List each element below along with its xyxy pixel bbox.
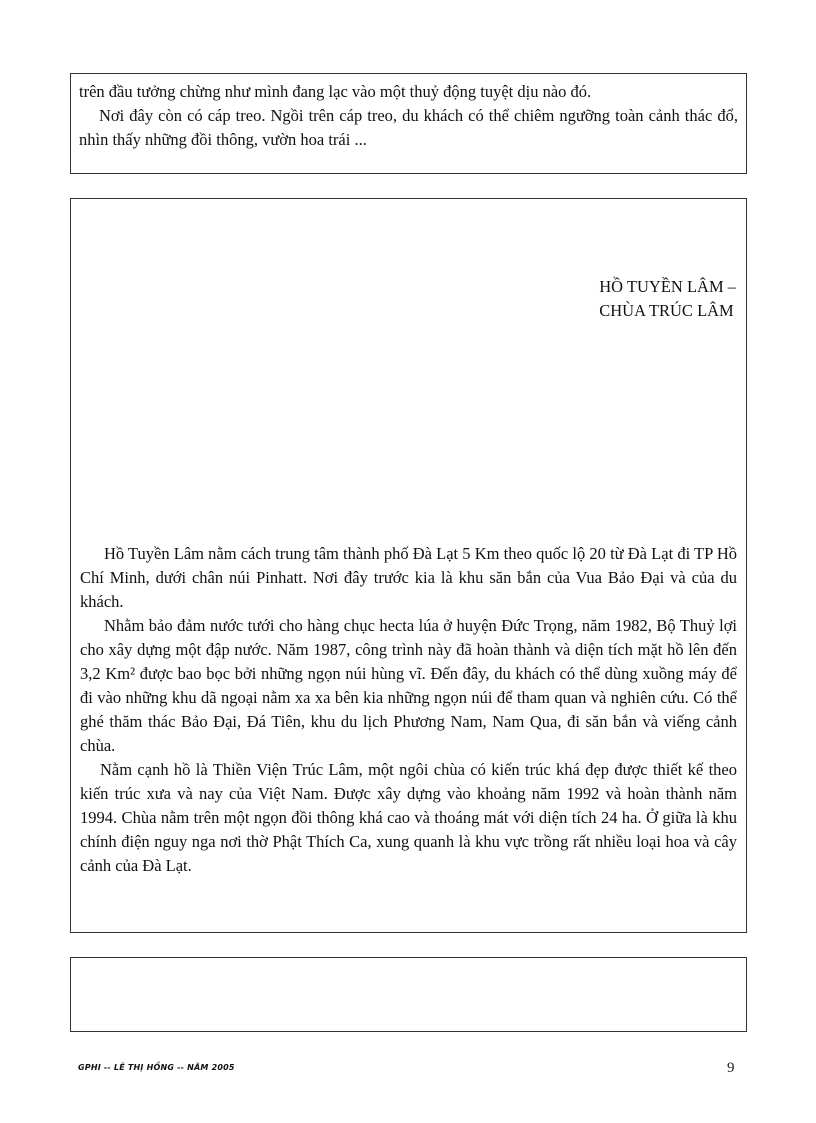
main-article-box: [70, 198, 747, 933]
top-text-box: [70, 73, 747, 174]
top-box-line: trên đầu tưởng chừng như mình đang lạc vào một thuỷ động tuyệt dịu nào đó.: [79, 82, 592, 101]
article-title-line-2: CHÙA TRÚC LÂM: [599, 301, 734, 320]
page-number: 9: [727, 1060, 735, 1076]
article-paragraph-1: Hồ Tuyền Lâm nằm cách trung tâm thành phố Đà Lạt 5 Km theo quốc lộ 20 từ Đà Lạt đi TP Hồ Chí Minh, dưới chân núi Pinhatt. Nơi đây trước kia là khu săn bắn của Vua Bảo Đại và của du khách.: [80, 544, 737, 611]
article-paragraph-2: Nhằm bảo đảm nước tưới cho hàng chục hecta lúa ở huyện Đức Trọng, năm 1982, Bộ Thuỷ lợi cho xây dựng một đập nước. Năm 1987, công trình này đã hoàn thành và diện tích mặt hồ lên đến 3,2 Km² được bao bọc bởi những ngọn núi hùng vĩ. Đến đây, du khách có thể dùng xuồng máy để đi vào những khu dã ngoại nằm xa xa bên kia những ngọn núi để tham quan và nghiên cứu. Có thể ghé thăm thác Bảo Đại, Đá Tiên, khu du lịch Phương Nam, Nam Qua, đi săn bắn và viếng cảnh chùa.: [80, 616, 737, 755]
footer-credit: GPHI -- LÊ THỊ HỒNG -- NĂM 2005: [78, 1063, 235, 1072]
top-box-paragraph: Nơi đây còn có cáp treo. Ngồi trên cáp treo, du khách có thể chiêm ngưỡng toàn cảnh thác đổ, nhìn thấy những đồi thông, vườn hoa trái ...: [79, 106, 738, 149]
article-title: [599, 275, 736, 323]
article-paragraph-3: Nằm cạnh hồ là Thiền Viện Trúc Lâm, một ngôi chùa có kiến trúc khá đẹp được thiết kế theo kiến trúc xưa và nay của Việt Nam. Được xây dựng vào khoảng năm 1992 và hoàn thành năm 1994. Chùa nằm trên một ngọn đồi thông khá cao và thoáng mát với diện tích 24 ha. Ở giữa là khu chính điện nguy nga nơi thờ Phật Thích Ca, xung quanh là khu vực trồng rất nhiều loại hoa và cây cảnh của Đà Lạt.: [80, 760, 737, 875]
article-body: [80, 542, 737, 878]
empty-bottom-box: [70, 957, 747, 1032]
article-title-line-1: HỒ TUYỀN LÂM –: [599, 277, 736, 296]
